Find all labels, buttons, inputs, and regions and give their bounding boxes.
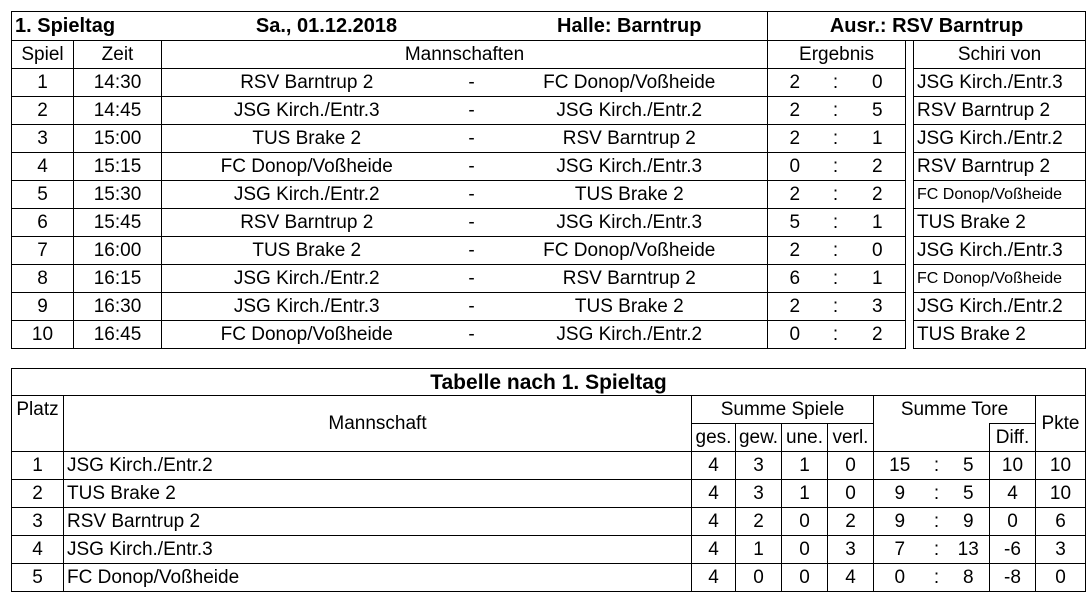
goal-difference: 10 [990, 452, 1036, 480]
home-team: TUS Brake 2 [162, 125, 452, 153]
column-gap [906, 41, 914, 69]
team-separator: - [452, 125, 492, 153]
away-team: RSV Barntrup 2 [492, 265, 768, 293]
standings-row [12, 452, 1086, 480]
away-goals: 1 [850, 125, 906, 153]
goals-separator: : [926, 536, 948, 564]
away-goals: 0 [850, 237, 906, 265]
points: 0 [1036, 564, 1086, 592]
game-time: 15:15 [74, 153, 162, 181]
place: 2 [12, 480, 64, 508]
team-separator: - [452, 265, 492, 293]
col-teams: Mannschaften [162, 41, 768, 69]
game-number: 7 [12, 237, 74, 265]
game-number: 1 [12, 69, 74, 97]
score-separator: : [822, 321, 850, 349]
away-team: JSG Kirch./Entr.2 [492, 321, 768, 349]
goal-difference: -6 [990, 536, 1036, 564]
games-won: 3 [736, 480, 782, 508]
game-number: 9 [12, 293, 74, 321]
hall-info: Halle: Barntrup [492, 12, 768, 41]
schedule-header-row [12, 12, 1086, 41]
col-place: Platz [12, 396, 64, 452]
away-team: JSG Kirch./Entr.3 [492, 209, 768, 237]
place: 4 [12, 536, 64, 564]
standings-title: Tabelle nach 1. Spieltag [12, 369, 1086, 396]
team-separator: - [452, 237, 492, 265]
games-won: 2 [736, 508, 782, 536]
score-separator: : [822, 69, 850, 97]
team-separator: - [452, 69, 492, 97]
team-name: FC Donop/Voßheide [64, 564, 692, 592]
col-games-sum: Summe Spiele [692, 396, 874, 424]
score-separator: : [822, 237, 850, 265]
col-goals-sum: Summe Tore [874, 396, 1036, 424]
referee-team: JSG Kirch./Entr.2 [914, 293, 1086, 321]
home-team: JSG Kirch./Entr.3 [162, 293, 452, 321]
referee-team: FC Donop/Voßheide [914, 181, 1086, 209]
game-row [12, 97, 1086, 125]
home-goals: 2 [768, 69, 822, 97]
game-time: 16:15 [74, 265, 162, 293]
referee-team: JSG Kirch./Entr.3 [914, 237, 1086, 265]
game-time: 15:45 [74, 209, 162, 237]
referee-team: TUS Brake 2 [914, 321, 1086, 349]
goals-for: 7 [874, 536, 926, 564]
games-lost: 0 [828, 480, 874, 508]
column-gap [906, 209, 914, 237]
place: 1 [12, 452, 64, 480]
game-number: 5 [12, 181, 74, 209]
home-team: RSV Barntrup 2 [162, 209, 452, 237]
column-gap [906, 181, 914, 209]
goals-for: 9 [874, 508, 926, 536]
goal-difference: 0 [990, 508, 1036, 536]
goals-for: 9 [874, 480, 926, 508]
team-name: JSG Kirch./Entr.2 [64, 452, 692, 480]
matchday-title: 1. Spieltag [12, 12, 162, 41]
standings-row [12, 536, 1086, 564]
goals-against: 5 [948, 452, 990, 480]
goals-separator: : [926, 564, 948, 592]
score-separator: : [822, 125, 850, 153]
games-drawn: 0 [782, 564, 828, 592]
home-team: FC Donop/Voßheide [162, 321, 452, 349]
referee-team: FC Donop/Voßheide [914, 265, 1086, 293]
team-separator: - [452, 209, 492, 237]
col-referee: Schiri von [914, 41, 1086, 69]
team-separator: - [452, 97, 492, 125]
score-separator: : [822, 293, 850, 321]
game-time: 15:30 [74, 181, 162, 209]
games-drawn: 1 [782, 480, 828, 508]
home-team: JSG Kirch./Entr.2 [162, 181, 452, 209]
team-name: JSG Kirch./Entr.3 [64, 536, 692, 564]
game-number: 4 [12, 153, 74, 181]
goals-against: 8 [948, 564, 990, 592]
game-time: 14:30 [74, 69, 162, 97]
standings-title-row [12, 369, 1086, 396]
column-gap [906, 97, 914, 125]
game-number: 2 [12, 97, 74, 125]
game-number: 10 [12, 321, 74, 349]
game-row [12, 69, 1086, 97]
team-name: TUS Brake 2 [64, 480, 692, 508]
games-lost: 2 [828, 508, 874, 536]
col-time: Zeit [74, 41, 162, 69]
home-goals: 2 [768, 97, 822, 125]
standings-row [12, 508, 1086, 536]
host-info: Ausr.: RSV Barntrup [768, 12, 1086, 41]
games-drawn: 0 [782, 536, 828, 564]
home-team: FC Donop/Voßheide [162, 153, 452, 181]
games-won: 0 [736, 564, 782, 592]
away-goals: 3 [850, 293, 906, 321]
score-separator: : [822, 209, 850, 237]
home-goals: 5 [768, 209, 822, 237]
home-team: RSV Barntrup 2 [162, 69, 452, 97]
home-goals: 2 [768, 293, 822, 321]
games-lost: 4 [828, 564, 874, 592]
games-lost: 3 [828, 536, 874, 564]
score-separator: : [822, 153, 850, 181]
home-goals: 2 [768, 181, 822, 209]
team-separator: - [452, 321, 492, 349]
away-team: RSV Barntrup 2 [492, 125, 768, 153]
home-goals: 2 [768, 237, 822, 265]
game-time: 16:00 [74, 237, 162, 265]
referee-team: RSV Barntrup 2 [914, 97, 1086, 125]
col-lost: verl. [828, 424, 874, 452]
goals-against: 9 [948, 508, 990, 536]
games-lost: 0 [828, 452, 874, 480]
col-game: Spiel [12, 41, 74, 69]
game-time: 16:45 [74, 321, 162, 349]
away-team: JSG Kirch./Entr.3 [492, 153, 768, 181]
game-row [12, 125, 1086, 153]
away-goals: 2 [850, 181, 906, 209]
team-name: RSV Barntrup 2 [64, 508, 692, 536]
points: 3 [1036, 536, 1086, 564]
col-won: gew. [736, 424, 782, 452]
standings-table [11, 368, 1086, 592]
points: 10 [1036, 480, 1086, 508]
team-separator: - [452, 181, 492, 209]
games-played: 4 [692, 480, 736, 508]
game-time: 14:45 [74, 97, 162, 125]
game-row [12, 237, 1086, 265]
away-goals: 2 [850, 153, 906, 181]
game-time: 16:30 [74, 293, 162, 321]
game-number: 6 [12, 209, 74, 237]
referee-team: JSG Kirch./Entr.3 [914, 69, 1086, 97]
goals-for: 0 [874, 564, 926, 592]
place: 3 [12, 508, 64, 536]
game-number: 3 [12, 125, 74, 153]
game-row [12, 181, 1086, 209]
column-gap [906, 153, 914, 181]
home-team: TUS Brake 2 [162, 237, 452, 265]
referee-team: JSG Kirch./Entr.2 [914, 125, 1086, 153]
goal-difference: -8 [990, 564, 1036, 592]
goals-separator: : [926, 480, 948, 508]
score-separator: : [822, 181, 850, 209]
column-gap [906, 321, 914, 349]
away-team: JSG Kirch./Entr.2 [492, 97, 768, 125]
place: 5 [12, 564, 64, 592]
schedule-column-headers [12, 41, 1086, 69]
referee-team: TUS Brake 2 [914, 209, 1086, 237]
games-won: 1 [736, 536, 782, 564]
home-goals: 0 [768, 321, 822, 349]
standings-header-row-1 [12, 396, 1086, 424]
game-row [12, 209, 1086, 237]
goals-separator: : [926, 452, 948, 480]
points: 10 [1036, 452, 1086, 480]
away-team: TUS Brake 2 [492, 293, 768, 321]
referee-team: RSV Barntrup 2 [914, 153, 1086, 181]
away-team: FC Donop/Voßheide [492, 69, 768, 97]
column-gap [906, 293, 914, 321]
col-points: Pkte [1036, 396, 1086, 452]
goals-against: 13 [948, 536, 990, 564]
game-row [12, 293, 1086, 321]
game-row [12, 321, 1086, 349]
game-row [12, 153, 1086, 181]
away-goals: 0 [850, 69, 906, 97]
goals-for: 15 [874, 452, 926, 480]
column-gap [906, 69, 914, 97]
games-played: 4 [692, 564, 736, 592]
col-diff: Diff. [990, 424, 1036, 452]
points: 6 [1036, 508, 1086, 536]
game-row [12, 265, 1086, 293]
column-gap [906, 125, 914, 153]
games-played: 4 [692, 508, 736, 536]
column-gap [906, 265, 914, 293]
games-won: 3 [736, 452, 782, 480]
game-time: 15:00 [74, 125, 162, 153]
away-goals: 5 [850, 97, 906, 125]
home-goals: 0 [768, 153, 822, 181]
team-separator: - [452, 293, 492, 321]
games-drawn: 0 [782, 508, 828, 536]
games-played: 4 [692, 452, 736, 480]
away-team: FC Donop/Voßheide [492, 237, 768, 265]
col-result: Ergebnis [768, 41, 906, 69]
goals-against: 5 [948, 480, 990, 508]
match-date: Sa., 01.12.2018 [162, 12, 492, 41]
goals-separator: : [926, 508, 948, 536]
schedule-table [11, 11, 1086, 349]
col-played: ges. [692, 424, 736, 452]
away-goals: 1 [850, 209, 906, 237]
score-separator: : [822, 97, 850, 125]
home-team: JSG Kirch./Entr.3 [162, 97, 452, 125]
games-played: 4 [692, 536, 736, 564]
away-goals: 1 [850, 265, 906, 293]
home-team: JSG Kirch./Entr.2 [162, 265, 452, 293]
col-team: Mannschaft [64, 396, 692, 452]
team-separator: - [452, 153, 492, 181]
column-gap [906, 237, 914, 265]
home-goals: 6 [768, 265, 822, 293]
col-drawn: une. [782, 424, 828, 452]
game-number: 8 [12, 265, 74, 293]
away-team: TUS Brake 2 [492, 181, 768, 209]
away-goals: 2 [850, 321, 906, 349]
goals-spacer [874, 424, 990, 452]
home-goals: 2 [768, 125, 822, 153]
games-drawn: 1 [782, 452, 828, 480]
score-separator: : [822, 265, 850, 293]
standings-row [12, 564, 1086, 592]
goal-difference: 4 [990, 480, 1036, 508]
standings-row [12, 480, 1086, 508]
